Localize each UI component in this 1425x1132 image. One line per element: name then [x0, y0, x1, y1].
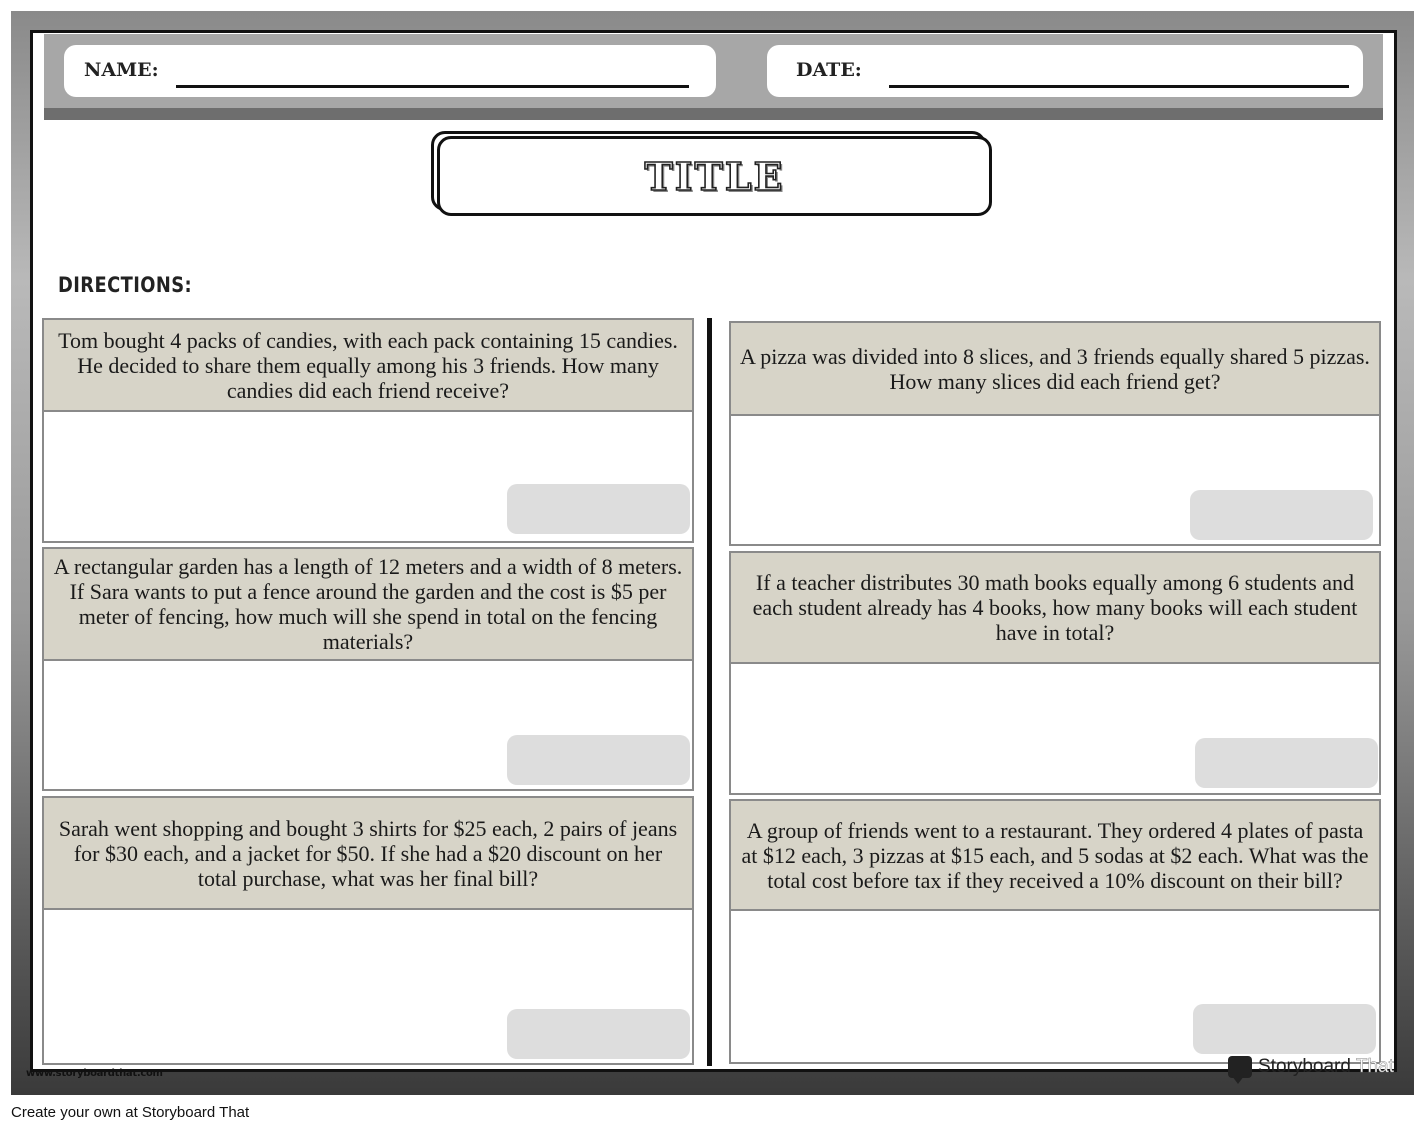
- worksheet-title: TITLE: [644, 153, 785, 199]
- name-label: NAME:: [84, 59, 159, 81]
- answer-box[interactable]: [1193, 1004, 1376, 1054]
- answer-box[interactable]: [507, 484, 690, 534]
- header-divider: [44, 108, 1383, 120]
- problem-question: A pizza was divided into 8 slices, and 3 friends equally shared 5 pizzas. How many slices did each friend get?: [729, 321, 1381, 416]
- problem-question: If a teacher distributes 30 math books equally among 6 students and each student already has 4 books, how many books will each student have in total?: [729, 551, 1381, 664]
- answer-area[interactable]: [729, 662, 1381, 795]
- create-your-own-link[interactable]: Create your own at Storyboard That: [11, 1104, 250, 1121]
- storyboard-logo-icon: [1228, 1056, 1252, 1078]
- title-box[interactable]: [437, 136, 992, 216]
- answer-box[interactable]: [507, 1009, 690, 1059]
- problem-card-1: [42, 318, 694, 543]
- answer-area[interactable]: [42, 908, 694, 1065]
- answer-area[interactable]: [42, 659, 694, 791]
- date-label: DATE:: [796, 59, 862, 81]
- date-field-box: [767, 45, 1363, 97]
- name-field-box: [64, 45, 716, 97]
- column-divider: [707, 318, 712, 1066]
- problem-question: A group of friends went to a restaurant. They ordered 4 plates of pasta at $12 each, 3 pizzas at $15 each, and 5 sodas at $2 each. What was the total cost before tax if they received a 10% discount on their bill?: [729, 799, 1381, 911]
- name-input-line[interactable]: [176, 85, 689, 88]
- footer-url: www.storyboardthat.com: [26, 1068, 163, 1079]
- storyboard-watermark: [1228, 1056, 1394, 1078]
- problem-card-4: [729, 551, 1381, 795]
- problem-question: Sarah went shopping and bought 3 shirts for $25 each, 2 pairs of jeans for $30 each, and a jacket for $50. If she had a $20 discount on her total purchase, what was her final bill?: [42, 796, 694, 910]
- problem-question: Tom bought 4 packs of candies, with each pack containing 15 candies. He decided to share them equally among his 3 friends. How many candies did each friend receive?: [42, 318, 694, 412]
- answer-area[interactable]: [729, 909, 1381, 1064]
- answer-box[interactable]: [1195, 738, 1378, 788]
- problem-card-2: [729, 321, 1381, 546]
- answer-area[interactable]: [42, 410, 694, 543]
- directions-label: DIRECTIONS:: [58, 273, 193, 297]
- answer-box[interactable]: [507, 735, 690, 785]
- answer-box[interactable]: [1190, 490, 1373, 540]
- answer-area[interactable]: [729, 414, 1381, 546]
- date-input-line[interactable]: [889, 85, 1349, 88]
- problem-question: A rectangular garden has a length of 12 meters and a width of 8 meters. If Sara wants to put a fence around the garden and the cost is $5 per meter of fencing, how much will she spend in total on the fencing materials?: [42, 547, 694, 661]
- problem-card-6: [729, 799, 1381, 1064]
- watermark-text: Storyboard That: [1258, 1056, 1394, 1077]
- problem-card-5: [42, 796, 694, 1065]
- problem-card-3: [42, 547, 694, 791]
